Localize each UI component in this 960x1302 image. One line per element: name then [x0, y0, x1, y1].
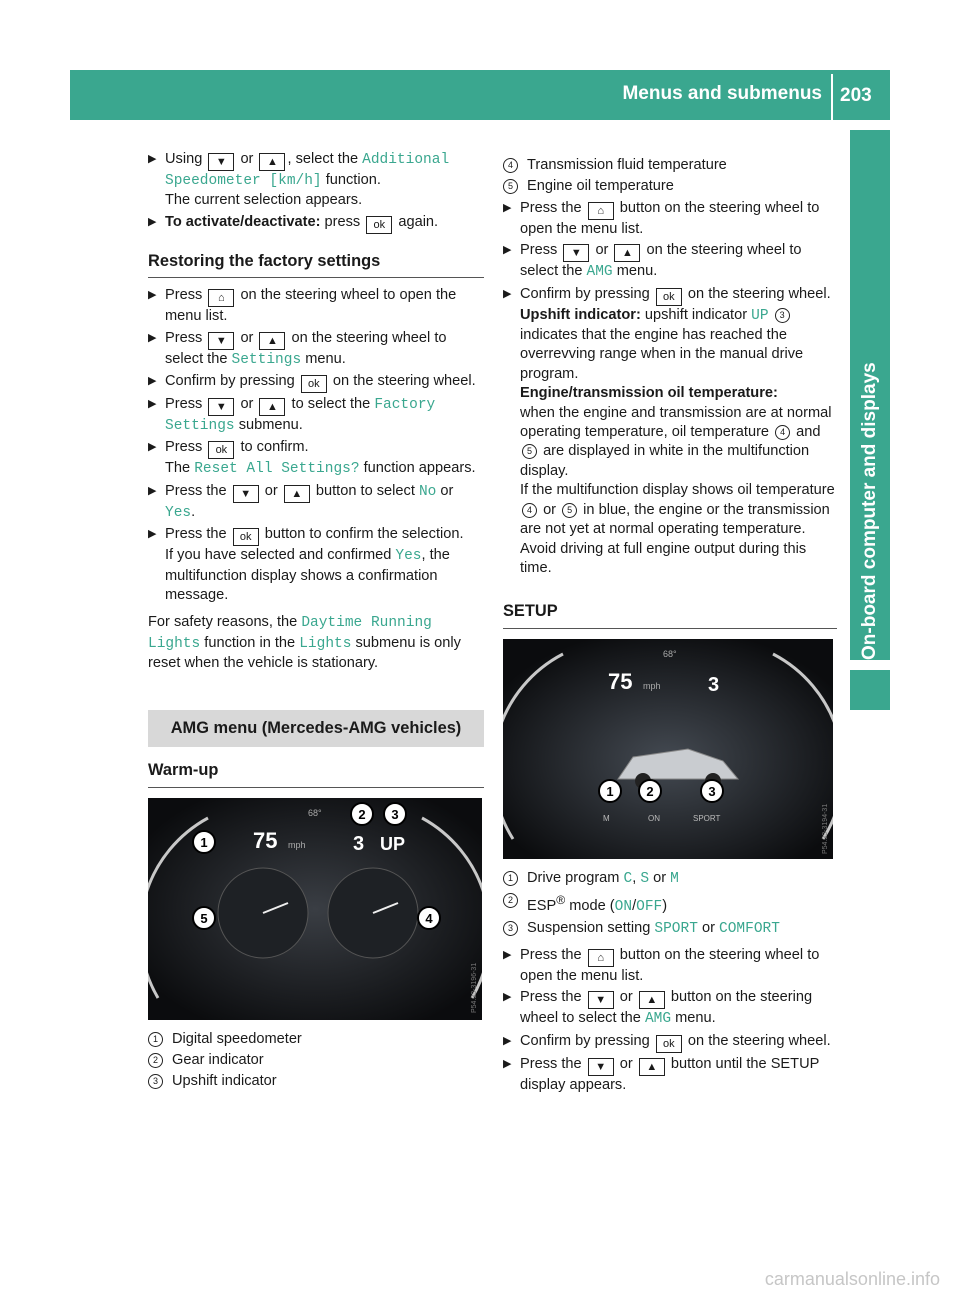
- step-arrow-icon: ▶: [148, 289, 157, 302]
- step-text: button to select: [315, 482, 415, 499]
- legend-text: Digital speedometer: [172, 1030, 302, 1047]
- ok-key-icon: ok: [656, 1035, 682, 1053]
- step-text: Press the: [520, 199, 582, 216]
- step-note: The current selection appears.: [165, 192, 363, 209]
- display-background: [503, 639, 833, 859]
- fig2-label-m: M: [603, 813, 610, 823]
- legend-item: [503, 177, 837, 196]
- watermark: carmanualsonline.info: [764, 1269, 940, 1289]
- step-text: Confirm by pressing: [520, 285, 650, 302]
- step-arrow-icon: ▶: [148, 153, 157, 165]
- ok-key-icon: ok: [301, 375, 327, 393]
- code-lights: Lights: [299, 635, 352, 652]
- down-key-icon: ▼: [233, 485, 259, 503]
- step-text: on the steering wheel.: [332, 373, 476, 390]
- down-key-icon: ▼: [588, 1058, 614, 1076]
- down-key-icon: ▼: [563, 244, 589, 262]
- fig2-unit: mph: [643, 680, 661, 691]
- registered-mark: ®: [556, 893, 566, 908]
- callout-3-label: 3: [708, 783, 716, 799]
- step-arrow-icon: ▶: [503, 1034, 512, 1047]
- side-tab-label: On-board computer and displays: [859, 362, 880, 660]
- code-factory-settings: Factory Settings: [165, 397, 436, 435]
- setup-legend-esp: [503, 891, 837, 917]
- step-lead: Upshift indicator:: [520, 306, 641, 323]
- step-text: menu.: [616, 263, 658, 280]
- step-text: when the engine and transmission are at normal operating temperature, oil temperature: [520, 404, 832, 441]
- step-arrow-icon: ▶: [503, 991, 512, 1004]
- step-text: Press: [165, 396, 203, 413]
- setup-legend-drive-program: [503, 869, 837, 889]
- warmup-display-illustration: [148, 798, 482, 1020]
- up-key-icon: ▲: [284, 485, 310, 503]
- step-text: upshift indicator: [644, 306, 748, 323]
- ok-key-icon: ok: [208, 441, 234, 459]
- down-key-icon: ▼: [208, 332, 234, 350]
- step-text: If the multifunction display shows oil temperature: [520, 482, 835, 499]
- step-text: Press the: [520, 1055, 582, 1072]
- step-note: , the multifunction display shows a confirmation message.: [165, 547, 450, 604]
- up-key-icon: ▲: [614, 244, 640, 262]
- heading-warm-up: Warm-up: [148, 761, 484, 787]
- down-key-icon: ▼: [208, 153, 234, 171]
- code-comfort: COMFORT: [719, 921, 780, 938]
- code-no: No: [418, 483, 437, 500]
- side-tab-marker: [850, 670, 890, 710]
- step-text: button on the steering wheel to select the: [520, 989, 813, 1027]
- code-off: OFF: [636, 898, 663, 915]
- step-text: to confirm.: [240, 439, 309, 456]
- step-text: function appears.: [363, 460, 476, 477]
- step-text: Press the: [165, 526, 227, 543]
- code-m: M: [670, 870, 679, 887]
- left-column: [148, 150, 484, 1094]
- legend-item: [503, 156, 837, 175]
- home-key-icon: ⌂: [588, 202, 614, 220]
- step-restore-2: [148, 329, 484, 370]
- up-key-icon: ▲: [259, 332, 285, 350]
- ok-key-icon: ok: [233, 528, 259, 546]
- step-text: button on the steering wheel to open the menu list.: [520, 199, 820, 237]
- heading-restoring-factory-settings: Restoring the factory settings: [148, 252, 484, 278]
- fig1-gear: 3: [353, 832, 365, 855]
- up-key-icon: ▲: [639, 991, 665, 1009]
- step-text: Using: [165, 151, 203, 167]
- header-title: Menus and submenus: [622, 83, 822, 104]
- step-setup-3: [503, 1032, 837, 1053]
- step-text: or: [240, 151, 254, 167]
- legend-text: Drive program: [527, 869, 620, 886]
- code-s: S: [640, 870, 650, 887]
- fig2-gear: 3: [708, 673, 720, 696]
- step-arrow-icon: ▶: [503, 201, 512, 214]
- heading-setup: SETUP: [503, 602, 837, 628]
- callout-1-label: 1: [606, 783, 614, 799]
- figure-warmup-display: [148, 798, 482, 1020]
- step-text: Press the: [520, 946, 582, 963]
- step-text: or: [619, 989, 633, 1006]
- legend-text: Gear indicator: [172, 1051, 264, 1068]
- fig2-code: P54.33-3194-31: [822, 803, 829, 854]
- up-key-icon: ▲: [259, 398, 285, 416]
- step-lead: To activate/deactivate:: [165, 213, 321, 230]
- legend-text: ,: [632, 869, 637, 886]
- step-restore-5: [148, 438, 484, 479]
- code-additional-speedometer: Additional Speedometer [km/h]: [165, 152, 450, 189]
- legend-item: [148, 1072, 484, 1091]
- legend-text: ): [662, 897, 668, 914]
- callout-ref: 4: [522, 503, 537, 518]
- callout-ref: 3: [775, 308, 790, 323]
- figure-setup-display: [503, 639, 833, 859]
- code-yes: Yes: [165, 504, 192, 521]
- code-amg: AMG: [586, 264, 613, 281]
- step-text: Press: [520, 242, 558, 259]
- home-key-icon: ⌂: [588, 949, 614, 967]
- step-lead: Engine/transmission oil temperature:: [520, 385, 778, 402]
- step-text: menu.: [675, 1010, 716, 1027]
- fig2-label-sport: SPORT: [693, 813, 721, 823]
- step-text: or: [543, 501, 557, 518]
- step-arrow-icon: ▶: [148, 331, 157, 344]
- code-settings: Settings: [231, 351, 302, 368]
- legend-number: 1: [148, 1032, 163, 1047]
- fig2-label-on: ON: [648, 813, 660, 823]
- step-text: to select the: [291, 396, 371, 413]
- fig1-up: UP: [380, 833, 406, 854]
- home-key-icon: ⌂: [208, 289, 234, 307]
- ok-key-icon: ok: [366, 216, 392, 234]
- callout-2-label: 2: [646, 783, 654, 799]
- step-text: button to confirm the selection.: [264, 526, 464, 543]
- safety-note: [148, 613, 484, 673]
- code-reset-all-settings: Reset All Settings?: [194, 461, 360, 478]
- fig2-speed: 75: [608, 668, 633, 694]
- step-activate: [148, 213, 484, 234]
- step-amg-1: [503, 199, 837, 239]
- note-text: submenu is only reset when the vehicle is stationary.: [148, 634, 461, 672]
- step-arrow-icon: ▶: [503, 244, 512, 257]
- callout-ref: 4: [775, 425, 790, 440]
- step-text: on the steering wheel.: [687, 285, 831, 302]
- header-separator: [831, 74, 833, 120]
- step-text: Press: [165, 287, 203, 304]
- legend-text: or: [653, 869, 667, 886]
- step-restore-1: [148, 286, 484, 326]
- step-text: again.: [398, 213, 439, 230]
- callout-ref: 5: [522, 444, 537, 459]
- legend-text: Upshift indicator: [172, 1073, 277, 1090]
- step-arrow-icon: ▶: [503, 287, 512, 300]
- step-text: Confirm by pressing: [165, 373, 295, 390]
- step-arrow-icon: ▶: [503, 1057, 512, 1070]
- step-setup-2: [503, 988, 837, 1029]
- ok-key-icon: ok: [656, 288, 682, 306]
- up-key-icon: ▲: [639, 1058, 665, 1076]
- step-text: button until the SETUP display appears.: [520, 1055, 820, 1093]
- legend-text: Suspension setting: [527, 920, 651, 937]
- step-setup-1: [503, 946, 837, 986]
- code-on: ON: [614, 898, 633, 915]
- legend-text: ESP: [527, 897, 557, 914]
- step-text: or: [440, 482, 454, 499]
- legend-number: 1: [503, 871, 518, 886]
- step-text: submenu.: [238, 417, 303, 434]
- down-key-icon: ▼: [208, 398, 234, 416]
- step-note: If you have selected and confirmed: [165, 547, 392, 564]
- step-text: Press: [165, 329, 203, 346]
- legend-text: /: [632, 897, 637, 914]
- right-column: [503, 156, 837, 1097]
- step-text: on the steering wheel to select the: [520, 242, 802, 280]
- step-text: or: [240, 329, 254, 346]
- step-text: Press: [165, 439, 203, 456]
- legend-item: [148, 1030, 484, 1049]
- legend-item: [148, 1051, 484, 1070]
- step-restore-3: [148, 372, 484, 393]
- fig1-temp: 68°: [308, 807, 322, 818]
- legend-number: 5: [503, 179, 518, 194]
- step-text: function.: [325, 172, 381, 188]
- callout-3-label: 3: [391, 806, 399, 822]
- legend-number: 3: [148, 1074, 163, 1089]
- fig2-temp: 68°: [663, 648, 677, 659]
- step-text: press: [324, 213, 361, 230]
- step-arrow-icon: ▶: [148, 375, 157, 388]
- step-text: or: [240, 396, 254, 413]
- step-text: are displayed in white in the multifunction display.: [520, 443, 810, 479]
- step-amg-3: [503, 285, 837, 579]
- note-text: function in the: [204, 634, 296, 651]
- legend-text: Transmission fluid temperature: [527, 157, 727, 173]
- legend-number: 2: [503, 893, 518, 908]
- note-text: For safety reasons, the: [148, 614, 298, 631]
- code-yes-confirmed: Yes: [395, 548, 422, 565]
- step-amg-2: [503, 241, 837, 282]
- code-up: UP: [751, 307, 769, 324]
- step-text: indicates that the engine has reached the overrevving range when in the manual drive program.: [520, 327, 804, 382]
- fig1-unit: mph: [288, 839, 306, 850]
- step-restore-7: [148, 525, 484, 605]
- step-text: or: [595, 242, 609, 259]
- code-c: C: [623, 870, 633, 887]
- step-text: or: [619, 1055, 633, 1072]
- down-key-icon: ▼: [588, 991, 614, 1009]
- fig1-speed: 75: [253, 827, 278, 853]
- setup-legend-suspension: [503, 919, 837, 939]
- step-text: Press the: [520, 989, 582, 1006]
- legend-text: mode (: [569, 897, 615, 914]
- page-number: 203: [840, 85, 872, 106]
- step-arrow-icon: ▶: [148, 441, 157, 454]
- step-restore-4: [148, 395, 484, 436]
- step-text: Confirm by pressing: [520, 1032, 650, 1049]
- step-setup-4: [503, 1055, 837, 1095]
- step-text: and: [796, 424, 821, 441]
- code-daytime-running-lights: Daytime Running Lights: [148, 615, 432, 652]
- heading-amg-menu: AMG menu (Mercedes-AMG vehicles): [148, 710, 484, 747]
- up-key-icon: ▲: [259, 153, 285, 171]
- step-text: The: [165, 460, 191, 477]
- step-text: Press the: [165, 482, 227, 499]
- step-text: , select the: [287, 151, 359, 167]
- callout-1-label: 1: [200, 834, 208, 850]
- setup-display-illustration: [503, 639, 833, 859]
- step-text: on the steering wheel to open the menu list.: [165, 287, 457, 325]
- step-arrow-icon: ▶: [503, 948, 512, 961]
- step-text: on the steering wheel.: [687, 1032, 831, 1049]
- fig1-code: P54.33-3196-31: [471, 962, 478, 1013]
- step-arrow-icon: ▶: [148, 215, 157, 228]
- code-sport: SPORT: [654, 921, 698, 938]
- step-text: on the steering wheel to select the: [165, 329, 447, 367]
- callout-4-label: 4: [425, 910, 433, 926]
- code-amg: AMG: [644, 1011, 672, 1028]
- step-arrow-icon: ▶: [148, 528, 157, 541]
- step-select-speedometer: [148, 150, 484, 211]
- legend-text: or: [701, 920, 715, 937]
- callout-5-label: 5: [200, 910, 208, 926]
- step-text: or: [264, 482, 278, 499]
- legend-text: Engine oil temperature: [527, 178, 674, 195]
- callout-2-label: 2: [358, 806, 366, 822]
- step-arrow-icon: ▶: [148, 484, 157, 497]
- step-text: button on the steering wheel to open the menu list.: [520, 946, 820, 984]
- step-text: .: [191, 503, 196, 520]
- legend-number: 4: [503, 158, 518, 173]
- callout-ref: 5: [562, 503, 577, 518]
- step-restore-6: [148, 482, 484, 523]
- step-text: menu.: [305, 350, 346, 367]
- step-text: in blue, the engine or the transmission are not yet at normal operating temperature. Avoid driving at full engine output during this time.: [520, 501, 830, 576]
- legend-number: 2: [148, 1053, 163, 1068]
- step-arrow-icon: ▶: [148, 398, 157, 411]
- legend-number: 3: [503, 921, 518, 936]
